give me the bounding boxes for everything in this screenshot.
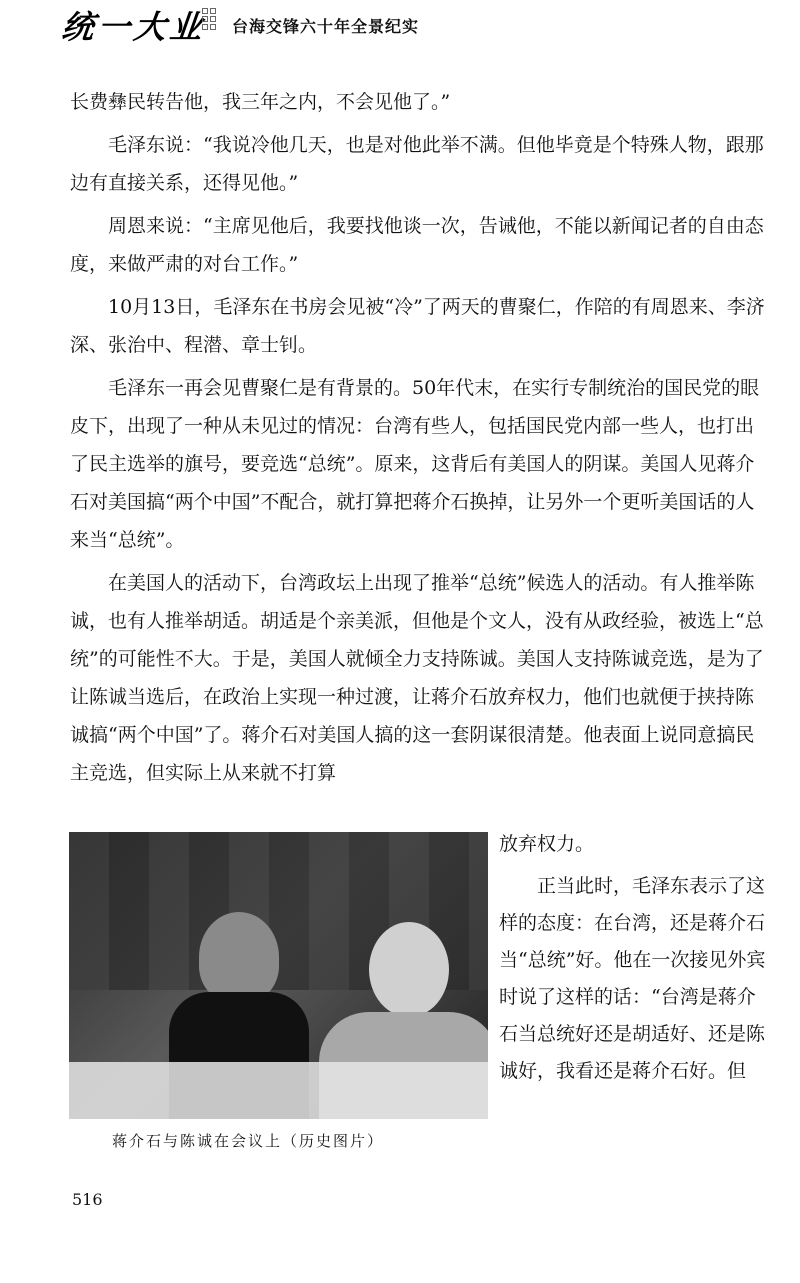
wrapped-text-column: [499, 826, 769, 1090]
book-subtitle: 台海交锋六十年全景纪实: [232, 17, 420, 36]
narrow-paragraph: 正当此时，毛泽东表示了这样的态度：在台湾，还是蒋介石当“总统”好。他在一次接见外宾时说了这样的话：“台湾是蒋介石当总统好还是胡适好、还是陈诚好，我看还是蒋介石好。但: [499, 875, 766, 1082]
page-number: 516: [72, 1190, 103, 1209]
paragraph-1: 长费彝民转告他，我三年之内，不会见他了。”: [70, 91, 451, 113]
paragraph-3: 周恩来说：“主席见他后，我要找他谈一次，告诫他，不能以新闻记者的自由态度，来做严肃的对台工作。”: [70, 215, 764, 275]
paragraph-4: 10月13日，毛泽东在书房会见被“冷”了两天的曹聚仁，作陪的有周恩来、李济深、张治中、程潜、章士钊。: [70, 296, 765, 356]
paragraph-5: 毛泽东一再会见曹聚仁是有背景的。50年代末，在实行专制统治的国民党的眼皮下，出现了一种从未见过的情况：台湾有些人，包括国民党内部一些人，也打出了民主选举的旗号，要竞选“总统”。原来，这背后有美国人的阴谋。美国人见蒋介石对美国搞“两个中国”不配合，就打算把蒋介石换掉，让另外一个更听美国话的人来当“总统”。: [70, 377, 760, 551]
paragraph-2: 毛泽东说：“我说冷他几天，也是对他此举不满。但他毕竟是个特殊人物，跟那边有直接关系，还得见他。”: [70, 134, 764, 194]
paragraph-6: 在美国人的活动下，台湾政坛上出现了推举“总统”候选人的活动。有人推举陈诚，也有人推举胡适。胡适是个亲美派，但他是个文人，没有从政经验，被选上“总统”的可能性不大。于是，美国人就倾全力支持陈诚。美国人支持陈诚竞选，是为了让陈诚当选后，在政治上实现一种过渡，让蒋介石放弃权力，他们也就便于挟持陈诚搞“两个中国”了。蒋介石对美国人搞的这一套阴谋很清楚。他表面上说同意搞民主竞选，但实际上从来就不打算: [70, 572, 764, 784]
narrow-line-1: 放弃权力。: [499, 833, 595, 855]
book-brand-logo: 统一大业: [59, 8, 208, 46]
running-header: [59, 2, 762, 46]
body-text: [70, 83, 770, 792]
decorative-dots: [202, 8, 222, 36]
historical-photo: [69, 832, 488, 1119]
photo-caption: 蒋介石与陈诚在会议上（历史图片）: [112, 1132, 385, 1150]
